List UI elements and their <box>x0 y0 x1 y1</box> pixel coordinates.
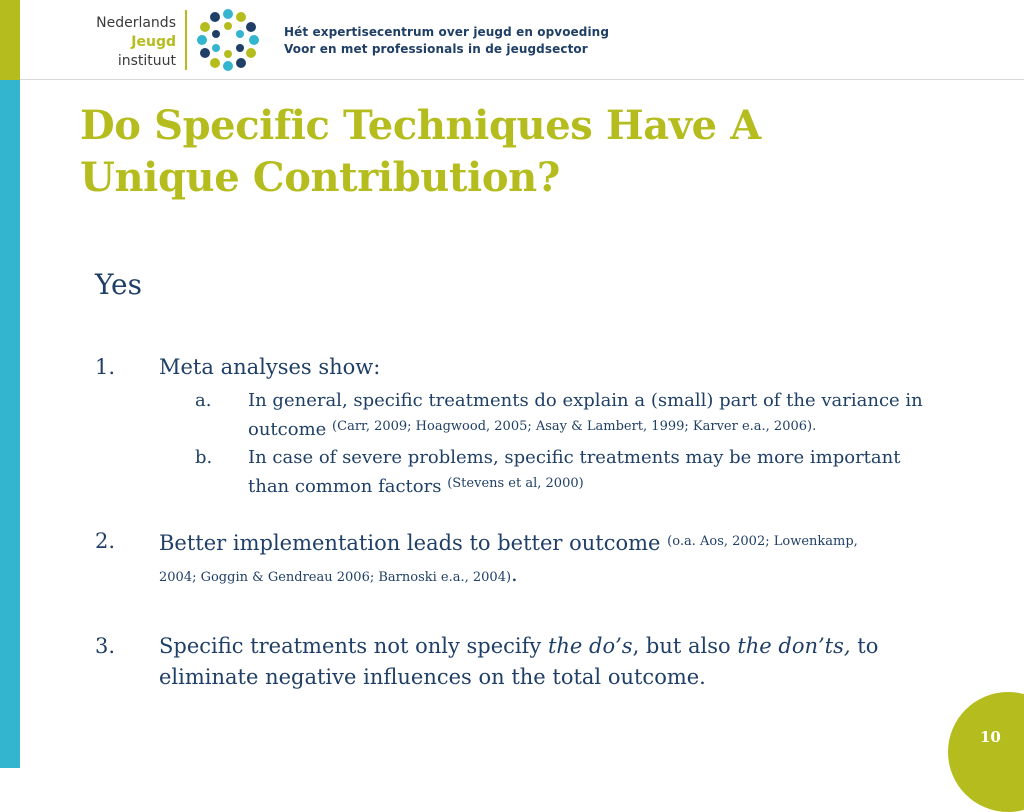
list-text-part: to <box>850 634 879 658</box>
sub-text <box>248 388 948 443</box>
list-text <box>159 526 959 593</box>
tagline-line-2: Voor en met professionals in de jeugdsector <box>284 42 588 56</box>
list-text-part: Specific treatments not only specify <box>159 634 548 658</box>
page-number-badge <box>948 692 1024 812</box>
slide-title <box>80 100 980 204</box>
list-number: 2. <box>95 529 116 553</box>
list-text-emphasis: the don’ts, <box>737 634 851 658</box>
logo-line-nederlands: Nederlands <box>96 15 176 31</box>
list-text-line-2: eliminate negative influences on the total outcome. <box>159 665 706 689</box>
header-divider <box>20 79 1024 80</box>
logo-wordmark <box>96 14 176 71</box>
citation-line-1: (o.a. Aos, 2002; Lowenkamp, <box>667 534 858 549</box>
sub-text-line-1: In case of severe problems, specific treatments may be more important <box>248 447 901 468</box>
sub-text <box>248 445 948 500</box>
list-text <box>159 631 959 693</box>
people-circle-logo-icon <box>196 8 260 72</box>
citation-line-2: 2004; Goggin & Gendreau 2006; Barnoski e.a., 2004) <box>159 570 512 585</box>
list-text: Meta analyses show: <box>159 355 381 379</box>
accent-bar-green <box>0 0 20 80</box>
tagline <box>284 24 609 58</box>
citation: (Stevens et al, 2000) <box>447 476 584 491</box>
logo-line-instituut: instituut <box>117 53 176 69</box>
answer-yes: Yes <box>95 268 142 301</box>
tagline-line-1: Hét expertisecentrum over jeugd en opvoeding <box>284 25 610 39</box>
logo-line-jeugd: Jeugd <box>131 34 176 50</box>
sub-letter: a. <box>195 390 212 411</box>
list-number: 1. <box>95 355 116 379</box>
title-line-2: Unique Contribution? <box>80 154 560 201</box>
accent-bar-blue <box>0 80 20 768</box>
list-text-main: Better implementation leads to better outcome <box>159 531 661 555</box>
list-text-emphasis: the do’s <box>547 634 633 658</box>
title-line-1: Do Specific Techniques Have A <box>80 102 761 149</box>
citation: (Carr, 2009; Hoagwood, 2005; Asay & Lambert, 1999; Karver e.a., 2006). <box>332 419 817 434</box>
page-number: 10 <box>980 728 1001 746</box>
logo-separator <box>185 10 187 70</box>
sub-text-line-2: than common factors <box>248 476 442 497</box>
sub-text-line-2: outcome <box>248 419 327 440</box>
sub-text-line-1: In general, specific treatments do explain a (small) part of the variance in <box>248 390 923 411</box>
list-text-part: , but also <box>632 634 738 658</box>
list-number: 3. <box>95 634 116 658</box>
list-text-end: . <box>511 562 518 586</box>
sub-letter: b. <box>195 447 213 468</box>
